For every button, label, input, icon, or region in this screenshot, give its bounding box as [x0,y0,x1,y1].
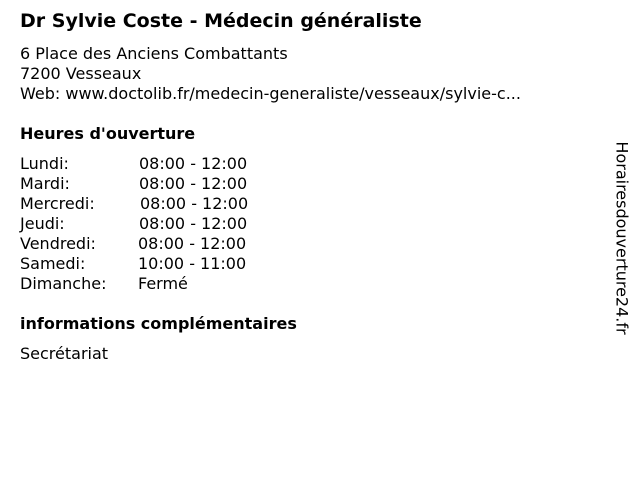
hours-row [20,254,280,274]
hours-time: 08:00 - 12:00 [139,154,248,173]
hours-time: 08:00 - 12:00 [138,234,247,253]
hours-row [20,194,280,214]
hours-row [20,214,280,234]
info-text: Secrétariat [20,344,109,363]
hours-time: Fermé [138,274,188,293]
website-line [20,84,521,103]
website-link[interactable]: www.doctolib.fr/medecin-generaliste/vesseaux/sylvie-c... [65,84,521,103]
address-city: 7200 Vesseaux [20,64,142,83]
hours-day: Jeudi: [20,214,65,233]
hours-time: 08:00 - 12:00 [139,174,248,193]
hours-heading: Heures d'ouverture [20,124,196,143]
hours-time: 08:00 - 12:00 [139,214,248,233]
site-brand: Horairesdouverture24.fr [612,141,632,335]
hours-time: 10:00 - 11:00 [138,254,247,273]
info-heading: informations complémentaires [20,314,297,333]
address-street: 6 Place des Anciens Combattants [20,44,288,63]
hours-table [20,154,280,294]
hours-day: Samedi: [20,254,86,273]
hours-row [20,274,280,294]
hours-day: Dimanche: [20,274,107,293]
hours-day: Lundi: [20,154,69,173]
hours-row [20,234,280,254]
business-title: Dr Sylvie Coste - Médecin généraliste [20,10,422,32]
hours-day: Vendredi: [20,234,96,253]
hours-day: Mardi: [20,174,70,193]
hours-day: Mercredi: [20,194,95,213]
website-label: Web: [20,84,61,103]
hours-row [20,154,280,174]
hours-time: 08:00 - 12:00 [140,194,249,213]
hours-row [20,174,280,194]
